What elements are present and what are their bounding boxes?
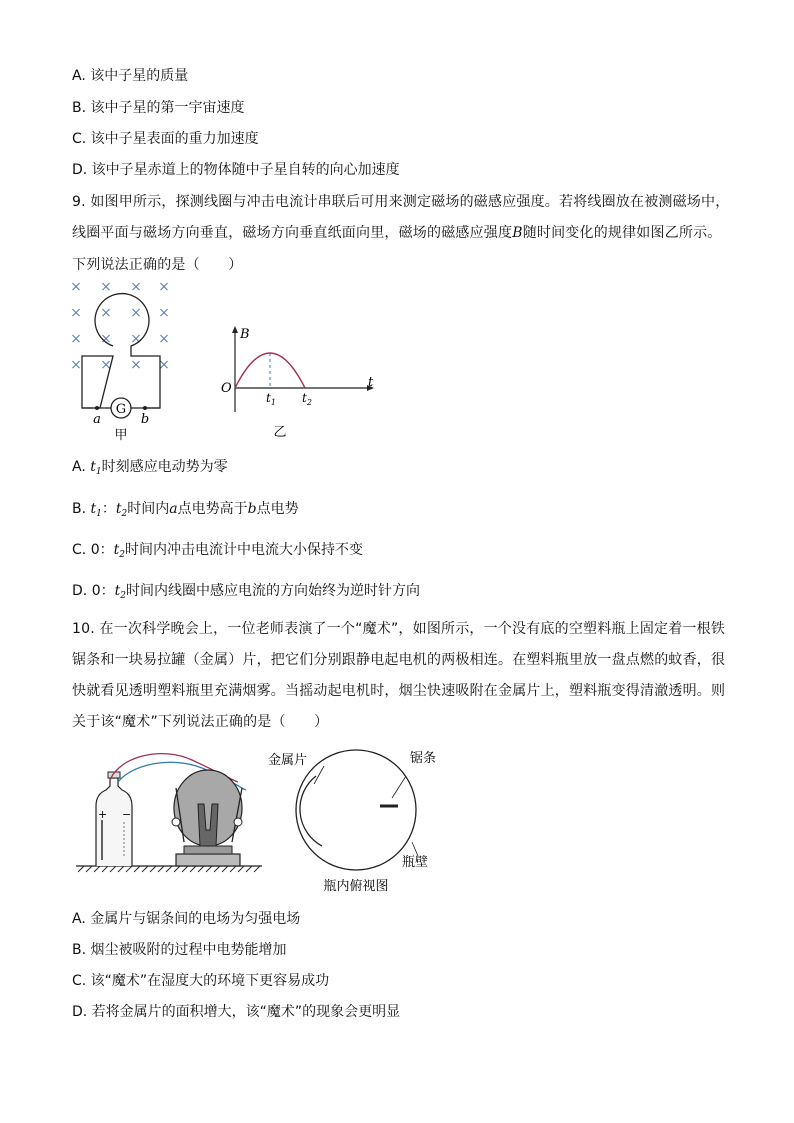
label-bottle-wall: 瓶壁 [402, 855, 429, 870]
label-metal-sheet: 金属片 [268, 753, 308, 768]
bottle-minus-sign: − [122, 808, 132, 821]
detection-coil [82, 294, 160, 408]
q8-option-a: A. 该中子星的质量 [72, 68, 189, 84]
magnetic-field-cross: × [158, 357, 170, 373]
terminal-b-dot [143, 406, 147, 410]
q10-option-a: A. 金属片与锯条间的电场为匀强电场 [72, 911, 301, 927]
metal-sheet-arc [300, 776, 322, 846]
q9-stem-text: 随时间变化的规律如图乙所示。 [522, 225, 722, 241]
magnetic-field-cross: × [70, 357, 82, 373]
figure-jia [64, 276, 184, 446]
t-axis-label: t [368, 375, 374, 390]
b-axis-label: B [240, 327, 250, 342]
b-t-curve [235, 353, 305, 388]
q9-stem-var-b: B [512, 225, 523, 241]
machine-stand [184, 846, 232, 854]
terminal-b-label: b [140, 412, 150, 427]
magnetic-field-cross: × [130, 357, 142, 373]
t2-tick-label: $t_2$ [302, 391, 312, 407]
magnetic-field-cross: × [100, 305, 112, 321]
figure-jia-caption: 甲 [114, 428, 128, 443]
q8-option-d: D. 该中子星赤道上的物体随中子星自转的向心加速度 [72, 162, 400, 178]
t1-tick-label: $t_1$ [266, 391, 276, 407]
q8-option-b: B. 该中子星的第一宇宙速度 [72, 100, 245, 116]
magnetic-field-cross: × [130, 305, 142, 321]
figure-q10-caption: 瓶内俯视图 [323, 879, 389, 894]
machine-base [176, 854, 240, 866]
galvanometer-label: G [115, 402, 127, 417]
q10-stem-line2: 锯条和一块易拉罐（金属）片，把它们分别跟静电起电机的两极相连。在塑料瓶里放一盘点燃的蚊香，很 [72, 652, 726, 668]
figure-yi [218, 324, 378, 448]
q9-option-b: B. $t_1$：$t_2$时间内a点电势高于b点电势 [72, 501, 299, 519]
figure-q10 [72, 742, 452, 900]
magnetic-field-cross: × [158, 279, 170, 295]
q10-option-c: C. 该“魔术”在湿度大的环境下更容易成功 [72, 973, 330, 989]
q10-stem-line3: 快就看见透明塑料瓶里充满烟雾。当摇动起电机时，烟尘快速吸附在金属片上，塑料瓶变得清澈透明。则 [72, 683, 726, 699]
q10-option-d: D. 若将金属片的面积增大，该“魔术”的现象会更明显 [72, 1004, 401, 1020]
magnetic-field-cross: × [158, 331, 170, 347]
q8-option-c: C. 该中子星表面的重力加速度 [72, 131, 259, 147]
q9-stem-line1: 9. 如图甲所示，探测线圈与冲击电流计串联后可用来测定磁场的磁感应强度。若将线圈放在被测磁场中， [72, 194, 730, 210]
bottle-wall-circle [296, 750, 416, 870]
q9-stem-line2 [72, 223, 722, 243]
q10-stem-line4: 关于该“魔术”下列说法正确的是（ ） [72, 714, 329, 730]
magnetic-field-cross: × [70, 331, 82, 347]
q10-stem-line1: 10. 在一次科学晚会上，一位老师表演了一个“魔术”，如图所示，一个没有底的空塑料瓶上固定着一根铁 [72, 621, 726, 637]
magnetic-field-cross: × [130, 331, 142, 347]
terminal-a-dot [95, 406, 99, 410]
bottle-plus-sign: + [98, 808, 108, 821]
magnetic-field-cross: × [100, 331, 112, 347]
terminal-a-label: a [93, 412, 101, 427]
q9-stem-text: 线圈平面与磁场方向垂直，磁场方向垂直纸面向里，磁场的磁感应强度 [72, 225, 513, 241]
q9-option-d: D. 0：$t_2$时间内线圈中感应电流的方向始终为逆时针方向 [72, 583, 420, 601]
label-saw-blade: 锯条 [410, 751, 437, 766]
q9-option-a: A. $t_1$时刻感应电动势为零 [72, 459, 228, 477]
magnetic-field-cross: × [70, 305, 82, 321]
magnetic-field-cross: × [100, 279, 112, 295]
q10-option-b: B. 烟尘被吸附的过程中电势能增加 [72, 942, 287, 958]
figure-yi-caption: 乙 [273, 425, 287, 440]
magnetic-field-cross: × [70, 279, 82, 295]
magnetic-field-cross: × [158, 305, 170, 321]
q9-stem-line3: 下列说法正确的是（ ） [72, 257, 243, 273]
magnetic-field-cross: × [130, 279, 142, 295]
magnetic-field-cross: × [100, 357, 112, 373]
q9-option-c: C. 0：$t_2$时间内冲击电流计中电流大小保持不变 [72, 542, 363, 560]
origin-label: O [221, 381, 232, 396]
